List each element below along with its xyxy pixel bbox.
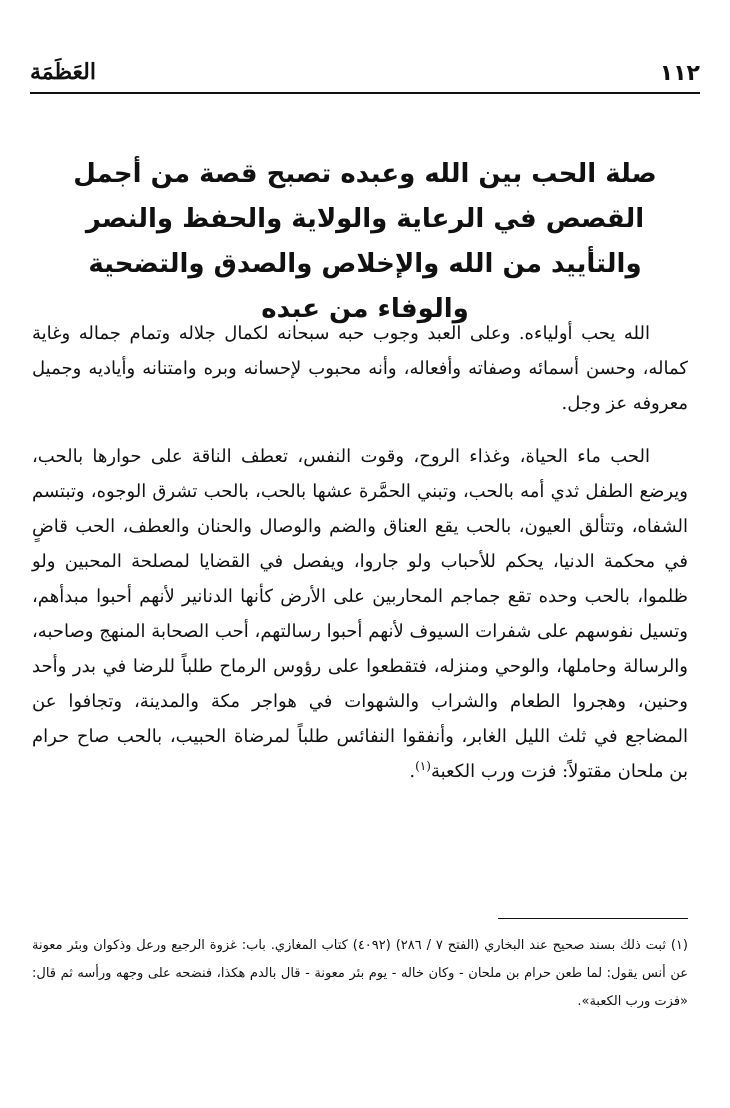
footnote-rule <box>498 918 688 919</box>
header-rule <box>30 92 700 94</box>
body-text <box>32 316 688 789</box>
footnote-reference[interactable]: (١) <box>415 759 431 773</box>
paragraph <box>32 439 688 789</box>
paragraph-text: الحب ماء الحياة، وغذاء الروح، وقوت النفس، تعطف الناقة على حوارها بالحب، ويرضع الطفل ثدي أمه بالحب، وتبني الحمَّرة عشها بالحب، بالحب تشرق الوجوه، وتبتسم الشفاه، وتتألق العيون، بالحب يقع العناق والضم والوصال والحنان والعطف، الحب قاضٍ في محكمة الدنيا، يحكم للأحباب ولو جاروا، ويفصل في القضايا لمصلحة المحبين ولو ظلموا، بالحب وحده تقع جماجم المحاربين على الأرض كأنها الدنانير لأنهم أحبوا مبدأهم، وتسيل نفوسهم على شفرات السيوف لأنهم أحبوا رسالتهم، أحب الصحابة المنهج وصاحبه، والرسالة وحاملها، والوحي ومنزله، فتقطعوا على رؤوس الرماح طلباً للرضا في بدر وأحد وحنين، وهجروا الطعام والشراب والشهوات في هواجر مكة والمدينة، وتجافوا عن المضاجع في ثلث الليل الغابر، وأنفقوا النفائس طلباً لمرضاة الحبيب، بالحب صاح حرام بن ملحان مقتولاً: فزت ورب الكعبة <box>32 446 688 782</box>
section-heading: صلة الحب بين الله وعبده تصبح قصة من أجمل القصص في الرعاية والولاية والحفظ والنصر والتأييد من الله والإخلاص والصدق والتضحية والوفاء من عبده <box>73 159 657 324</box>
footnote: (١) ثبت ذلك بسند صحيح عند البخاري (الفتح ٧ / ٢٨٦) (٤٠٩٢) كتاب المغازي. باب: غزوة الرجيع ورعل وذكوان وبئر معونة عن أنس يقول: لما طعن حرام بن ملحان - وكان خاله - يوم بئر معونة - قال بالدم هكذا، فنضحه على وجهه ورأسه ثم قال: «فزت ورب الكعبة». <box>32 938 688 1009</box>
paragraph-end-punctuation: . <box>409 761 416 782</box>
page-number: ١١٢ <box>659 61 700 86</box>
book-title: العَظَمَة <box>30 59 96 85</box>
paragraph: الله يحب أولياءه. وعلى العبد وجوب حبه سبحانه لكمال جلاله وتمام جماله وغاية كماله، وحسن أسمائه وصفاته وأفعاله، وأنه محبوب لإحسانه وبره وامتنانه وأياديه وجميل معروفه عز وجل. <box>32 323 688 414</box>
running-header <box>30 58 700 94</box>
